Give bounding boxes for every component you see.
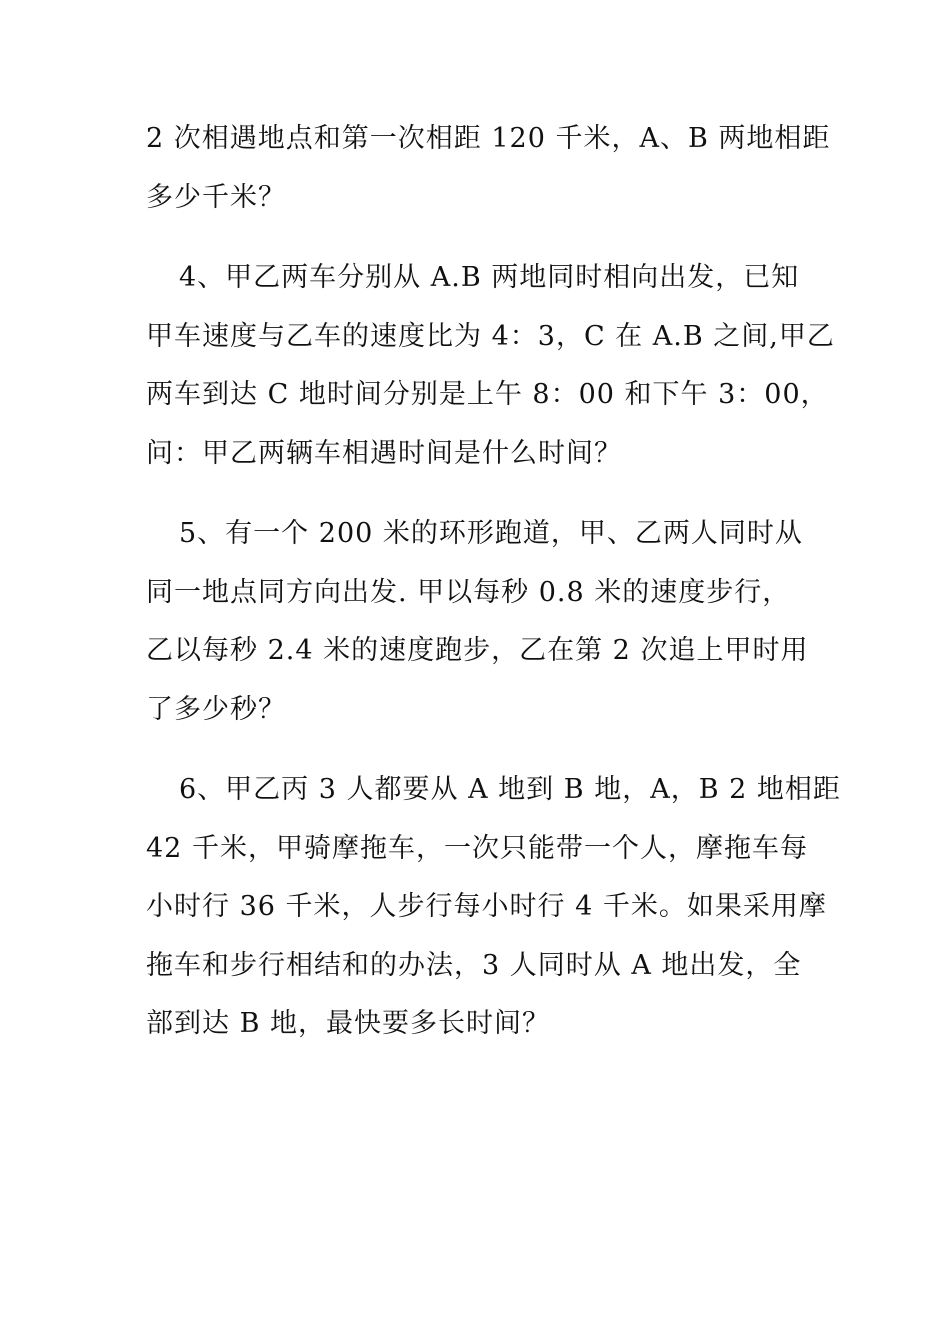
text-line: 乙以每秒 2.4 米的速度跑步，乙在第 2 次追上甲时用 [146,635,809,666]
text-line: 6、甲乙丙 3 人都要从 A 地到 B 地，A，B 2 地相距 [179,774,841,805]
paragraph-continuation [146,110,831,227]
paragraph-gap [146,483,810,505]
text-line: 小时行 36 千米，人步行每小时行 4 千米。如果采用摩 [146,891,827,922]
problem-6 [146,761,841,1054]
text-line: 了多少秒？ [146,693,286,725]
document-body [146,110,841,1054]
text-line: 拖车和步行相结和的办法，3 人同时从 A 地出发，全 [146,949,802,981]
text-line: 42 千米，甲骑摩拖车，一次只能带一个人，摩拖车每 [146,832,808,864]
text-line: 多少千米？ [146,181,286,213]
text-line: 甲车速度与乙车的速度比为 4：3，C 在 A.B 之间,甲乙 [146,320,835,352]
text-line: 两车到达 C 地时间分别是上午 8：00 和下午 3：00， [146,379,829,410]
text-line: 4、甲乙两车分别从 A.B 两地同时相向出发，已知 [179,262,800,293]
problem-4 [146,249,835,483]
paragraph-gap [146,227,810,249]
text-line: 5、有一个 200 米的环形跑道，甲、乙两人同时从 [179,518,803,549]
text-line: 部到达 B 地，最快要多长时间？ [146,1008,551,1039]
text-line: 同一地点同方向出发. 甲以每秒 0.8 米的速度步行， [146,576,791,608]
text-line: 问：甲乙两辆车相遇时间是什么时间？ [146,437,622,469]
paragraph-gap [146,739,810,761]
problem-5 [146,505,810,739]
text-line: 2 次相遇地点和第一次相距 120 千米，A、B 两地相距 [146,123,831,154]
